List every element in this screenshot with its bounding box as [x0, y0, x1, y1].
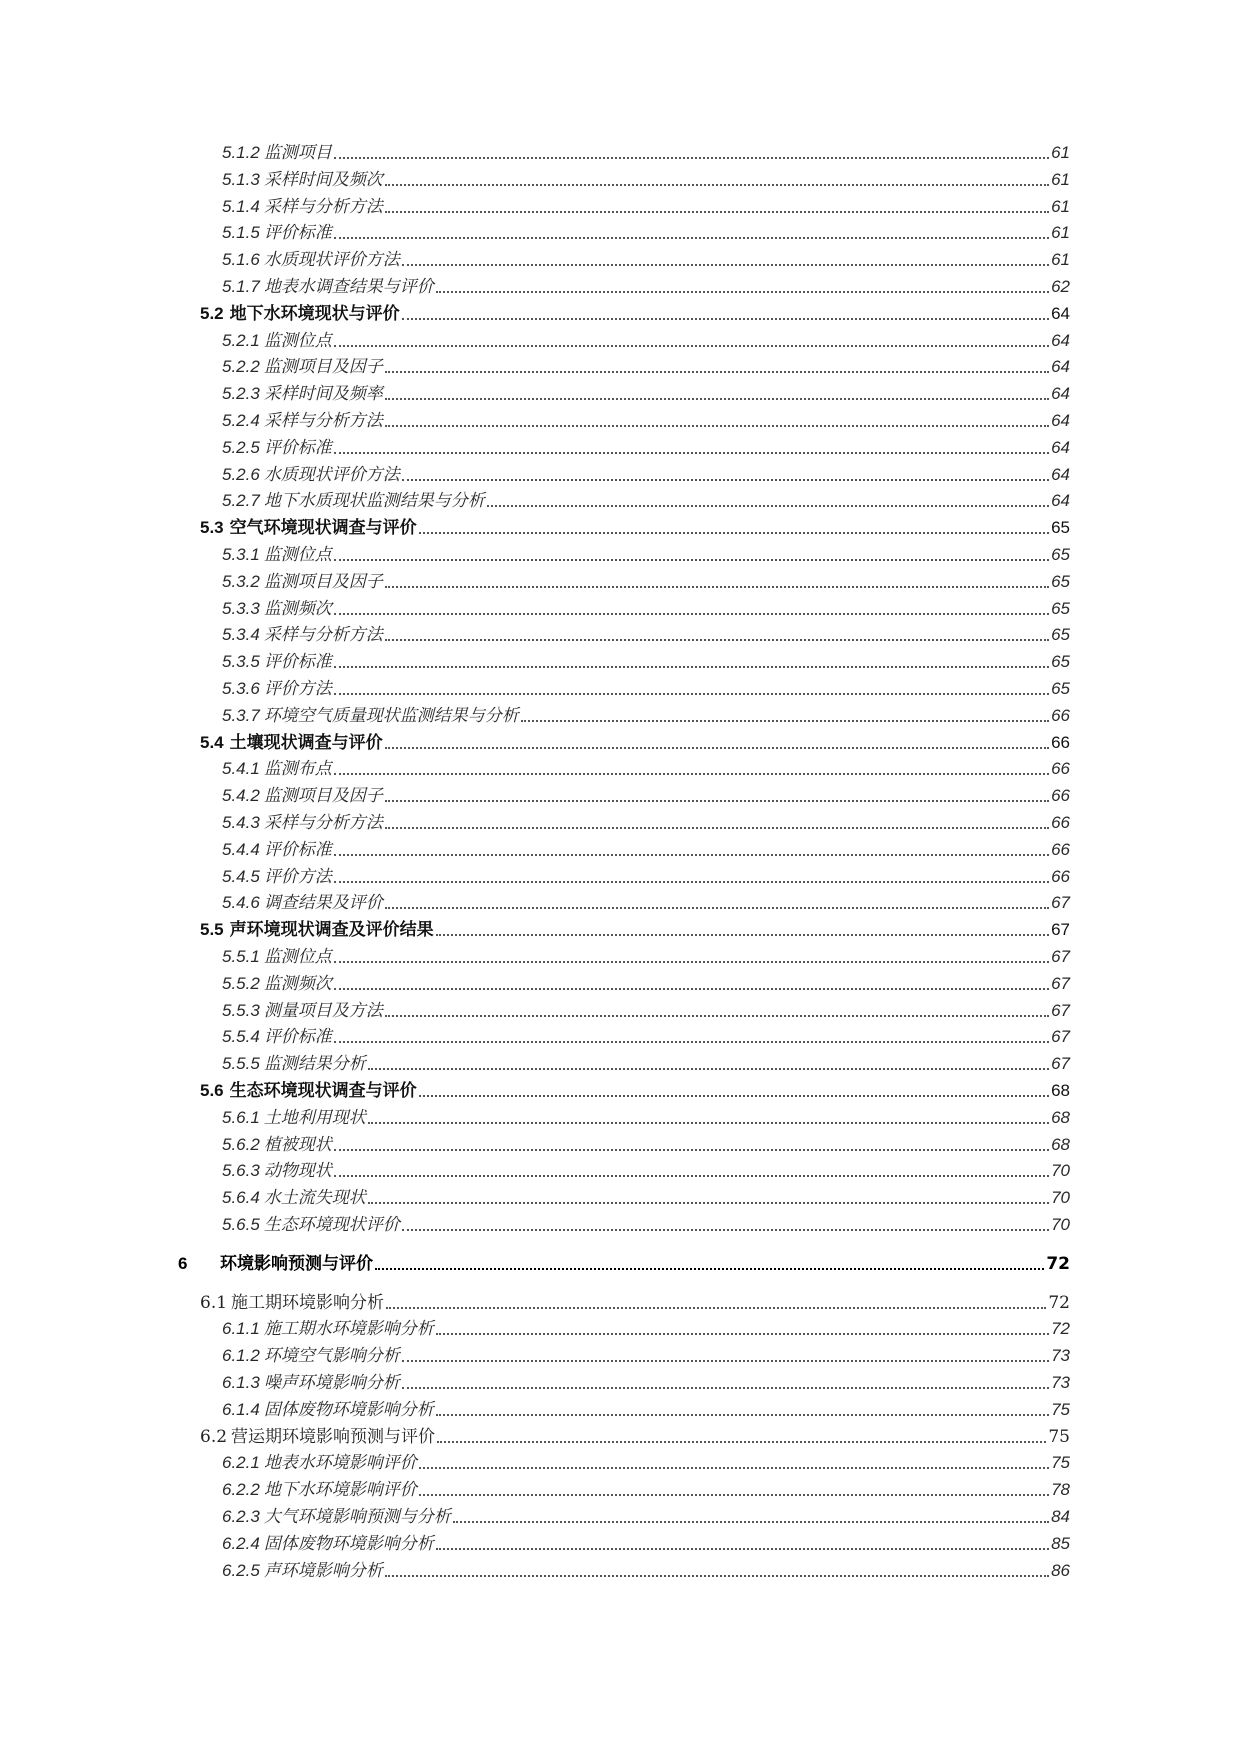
toc-entry-page-number: 67	[1051, 1054, 1070, 1073]
toc-entry-title: 采样与分析方法	[263, 197, 383, 217]
toc-entry[interactable]	[222, 783, 1070, 807]
toc-entry-page-number: 64	[1051, 331, 1070, 350]
toc-entry-page-number: 61	[1051, 170, 1070, 189]
toc-entry-title: 评价标准	[263, 652, 332, 672]
toc-dot-leader	[402, 1229, 1049, 1231]
toc-dot-leader	[385, 371, 1049, 373]
toc-entry-page-number: 65	[1051, 599, 1070, 618]
toc-entry[interactable]	[222, 569, 1070, 593]
toc-entry-number: 5.4	[200, 733, 224, 752]
toc-dot-leader	[521, 720, 1049, 722]
toc-entry[interactable]	[222, 1024, 1070, 1048]
toc-entry-page-number: 67	[1051, 974, 1070, 993]
toc-dot-leader	[437, 1441, 1046, 1443]
toc-entry-number: 5.2.7	[222, 491, 260, 510]
toc-dot-leader	[419, 1095, 1049, 1097]
toc-entry-number: 5.5	[200, 920, 224, 939]
toc-dot-leader	[368, 1068, 1049, 1070]
toc-dot-leader	[334, 666, 1049, 668]
toc-entry-number: 6.2.4	[222, 1534, 260, 1553]
toc-entry-page-number: 66	[1051, 840, 1070, 859]
toc-entry-title: 监测频次	[263, 974, 332, 994]
toc-entry-title: 采样与分析方法	[263, 813, 383, 833]
toc-entry-page-number: 61	[1051, 143, 1070, 162]
toc-entry-number: 5.5.1	[222, 947, 260, 966]
toc-entry-number: 5.2.6	[222, 465, 260, 484]
toc-entry[interactable]	[222, 837, 1070, 861]
toc-entry-title: 地下水环境影响评价	[263, 1480, 417, 1500]
toc-dot-leader	[385, 425, 1049, 427]
toc-entry-number: 5.5.2	[222, 974, 260, 993]
toc-entry[interactable]	[200, 301, 1070, 325]
toc-entry-number: 5.1.2	[222, 143, 260, 162]
toc-dot-leader	[334, 452, 1049, 454]
toc-entry-title: 评价标准	[263, 223, 332, 243]
toc-entry-number: 5.2.2	[222, 357, 260, 376]
toc-dot-leader	[385, 1015, 1049, 1017]
toc-entry-title: 采样时间及频率	[263, 384, 383, 404]
toc-dot-leader	[402, 479, 1049, 481]
toc-entry-number: 5.3	[200, 518, 224, 537]
toc-entry-title: 声环境影响分析	[263, 1561, 383, 1581]
toc-entry-number: 5.2.1	[222, 331, 260, 350]
toc-entry[interactable]	[222, 1504, 1070, 1528]
toc-entry-number: 6	[178, 1254, 188, 1273]
toc-entry-title: 固体废物环境影响分析	[263, 1400, 434, 1420]
toc-entry-title: 土壤现状调查与评价	[229, 733, 383, 753]
toc-entry-title: 环境影响预测与评价	[220, 1254, 373, 1274]
toc-entry-page-number: 66	[1051, 733, 1070, 752]
toc-entry-number: 5.3.1	[222, 545, 260, 564]
toc-dot-leader	[385, 586, 1049, 588]
toc-entry-page-number: 61	[1051, 197, 1070, 216]
toc-dot-leader	[385, 747, 1049, 749]
toc-entry-title: 调查结果及评价	[263, 893, 383, 913]
toc-entry-title: 测量项目及方法	[263, 1001, 383, 1021]
toc-dot-leader	[334, 1175, 1049, 1177]
toc-entry-page-number: 70	[1051, 1215, 1070, 1234]
toc-entry-page-number: 72	[1048, 1293, 1070, 1313]
toc-entry-number: 5.6.1	[222, 1108, 260, 1127]
toc-entry[interactable]	[222, 381, 1070, 405]
toc-entry[interactable]	[222, 649, 1070, 673]
toc-dot-leader	[402, 318, 1049, 320]
toc-entry[interactable]	[200, 1290, 1070, 1314]
toc-entry-title: 动物现状	[263, 1161, 332, 1181]
toc-entry-title: 监测布点	[263, 759, 332, 779]
toc-entry[interactable]	[222, 756, 1070, 780]
toc-entry[interactable]	[200, 730, 1070, 754]
toc-entry-page-number: 61	[1051, 223, 1070, 242]
toc-entry[interactable]	[222, 354, 1070, 378]
toc-entry[interactable]	[222, 408, 1070, 432]
toc-entry[interactable]	[222, 864, 1070, 888]
toc-entry-page-number: 65	[1051, 545, 1070, 564]
toc-entry-number: 6.2.3	[222, 1507, 260, 1526]
toc-entry-page-number: 66	[1051, 813, 1070, 832]
toc-entry-number: 5.2.3	[222, 384, 260, 403]
toc-entry[interactable]	[222, 1450, 1070, 1474]
toc-entry-page-number: 67	[1051, 1001, 1070, 1020]
toc-entry-number: 5.3.4	[222, 625, 260, 644]
toc-entry[interactable]	[222, 1212, 1070, 1236]
toc-entry-title: 声环境现状调查及评价结果	[229, 920, 434, 940]
toc-entry-page-number: 64	[1051, 411, 1070, 430]
toc-entry[interactable]	[222, 622, 1070, 646]
toc-entry-number: 6.1.4	[222, 1400, 260, 1419]
toc-entry-number: 5.6.2	[222, 1135, 260, 1154]
toc-entry-number: 6.1.1	[222, 1319, 260, 1338]
toc-entry-page-number: 67	[1051, 947, 1070, 966]
toc-entry[interactable]	[222, 810, 1070, 834]
toc-entry-title: 施工期水环境影响分析	[263, 1319, 434, 1339]
toc-dot-leader	[334, 773, 1049, 775]
toc-entry-page-number: 64	[1051, 465, 1070, 484]
toc-entry-title: 监测结果分析	[263, 1054, 366, 1074]
toc-entry[interactable]	[222, 247, 1070, 271]
toc-entry[interactable]	[222, 944, 1070, 968]
toc-entry[interactable]	[222, 1158, 1070, 1182]
toc-entry-number: 5.6.5	[222, 1215, 260, 1234]
toc-dot-leader	[402, 264, 1049, 266]
toc-entry-page-number: 75	[1051, 1400, 1070, 1419]
toc-entry[interactable]	[222, 1558, 1070, 1582]
toc-entry-page-number: 70	[1051, 1161, 1070, 1180]
toc-entry[interactable]	[222, 1397, 1070, 1421]
toc-entry-number: 5.2	[200, 304, 224, 323]
toc-entry-title: 采样与分析方法	[263, 625, 383, 645]
toc-dot-leader	[334, 345, 1049, 347]
toc-dot-leader	[402, 1360, 1049, 1362]
toc-dot-leader	[334, 961, 1049, 963]
toc-entry-number: 5.4.3	[222, 813, 260, 832]
toc-entry-page-number: 62	[1051, 277, 1070, 296]
toc-entry[interactable]	[178, 1251, 1070, 1275]
toc-entry[interactable]	[222, 462, 1070, 486]
toc-dot-leader	[334, 559, 1049, 561]
toc-entry-number: 5.3.5	[222, 652, 260, 671]
toc-entry[interactable]	[222, 971, 1070, 995]
toc-entry-title: 评价标准	[263, 1027, 332, 1047]
toc-entry-page-number: 85	[1051, 1534, 1070, 1553]
toc-dot-leader	[436, 1414, 1049, 1416]
toc-dot-leader	[334, 613, 1049, 615]
toc-entry-number: 5.4.2	[222, 786, 260, 805]
toc-entry-page-number: 64	[1051, 304, 1070, 323]
toc-entry-number: 6.2.2	[222, 1480, 260, 1499]
toc-entry[interactable]	[222, 1370, 1070, 1394]
toc-entry[interactable]	[200, 1078, 1070, 1102]
toc-entry-number: 5.4.1	[222, 759, 260, 778]
toc-entry-page-number: 65	[1051, 652, 1070, 671]
toc-entry-number: 5.1.3	[222, 170, 260, 189]
toc-entry-page-number: 65	[1051, 679, 1070, 698]
toc-entry-number: 5.3.3	[222, 599, 260, 618]
toc-entry-title: 生态环境现状调查与评价	[229, 1081, 417, 1101]
toc-entry-page-number: 65	[1051, 572, 1070, 591]
toc-entry-title: 监测项目及因子	[263, 786, 383, 806]
toc-entry-number: 5.4.4	[222, 840, 260, 859]
toc-entry-title: 评价标准	[263, 840, 332, 860]
toc-dot-leader	[385, 398, 1049, 400]
toc-entry-page-number: 61	[1051, 250, 1070, 269]
toc-entry[interactable]	[222, 542, 1070, 566]
toc-entry-title: 环境空气影响分析	[263, 1346, 400, 1366]
toc-entry-number: 6.2.1	[222, 1453, 260, 1472]
toc-entry[interactable]	[222, 1531, 1070, 1555]
toc-entry[interactable]	[222, 220, 1070, 244]
toc-entry-title: 评价方法	[263, 867, 332, 887]
toc-dot-leader	[334, 988, 1049, 990]
toc-entry-title: 生态环境现状评价	[263, 1215, 400, 1235]
toc-entry-number: 5.1.6	[222, 250, 260, 269]
toc-entry-title: 环境空气质量现状监测结果与分析	[263, 706, 519, 726]
toc-dot-leader	[334, 157, 1049, 159]
toc-entry-page-number: 66	[1051, 759, 1070, 778]
toc-entry-title: 监测位点	[263, 947, 332, 967]
toc-entry[interactable]	[222, 194, 1070, 218]
toc-entry-page-number: 72	[1051, 1319, 1070, 1338]
toc-entry[interactable]	[222, 328, 1070, 352]
toc-entry-title: 评价方法	[263, 679, 332, 699]
toc-entry-page-number: 75	[1051, 1453, 1070, 1472]
toc-entry-page-number: 73	[1051, 1346, 1070, 1365]
toc-dot-leader	[385, 1575, 1049, 1577]
toc-entry[interactable]	[222, 1132, 1070, 1156]
toc-entry-number: 6.1.2	[222, 1346, 260, 1365]
toc-dot-leader	[436, 934, 1049, 936]
toc-entry-title: 采样与分析方法	[263, 411, 383, 431]
toc-entry[interactable]	[222, 596, 1070, 620]
toc-entry-number: 5.5.3	[222, 1001, 260, 1020]
toc-entry-title: 空气环境现状调查与评价	[229, 518, 417, 538]
toc-entry-number: 5.6	[200, 1081, 224, 1100]
toc-entry[interactable]	[200, 1424, 1070, 1448]
toc-entry-title: 固体废物环境影响分析	[263, 1534, 434, 1554]
toc-entry-number: 5.2.5	[222, 438, 260, 457]
toc-entry-number: 6.2	[200, 1427, 228, 1447]
toc-dot-leader	[334, 1041, 1049, 1043]
toc-entry-number: 6.1	[200, 1293, 228, 1313]
toc-entry-title: 监测项目	[263, 143, 332, 163]
toc-entry-title: 监测项目及因子	[263, 357, 383, 377]
toc-entry[interactable]	[222, 1477, 1070, 1501]
toc-entry-page-number: 75	[1048, 1427, 1070, 1447]
toc-entry[interactable]	[222, 1316, 1070, 1340]
toc-dot-leader	[334, 881, 1049, 883]
toc-dot-leader	[334, 237, 1049, 239]
toc-entry-title: 营运期环境影响预测与评价	[231, 1427, 436, 1447]
toc-dot-leader	[419, 1467, 1049, 1469]
toc-entry[interactable]	[222, 140, 1070, 164]
toc-entry-page-number: 67	[1051, 920, 1070, 939]
toc-entry[interactable]	[222, 998, 1070, 1022]
toc-entry[interactable]	[222, 488, 1070, 512]
toc-entry[interactable]	[222, 890, 1070, 914]
toc-entry[interactable]	[222, 1051, 1070, 1075]
toc-dot-leader	[334, 693, 1049, 695]
toc-entry[interactable]	[222, 435, 1070, 459]
toc-entry-number: 5.2.4	[222, 411, 260, 430]
toc-entry-title: 采样时间及频次	[263, 170, 383, 190]
toc-entry[interactable]	[222, 1343, 1070, 1367]
toc-entry[interactable]	[222, 167, 1070, 191]
toc-entry-number: 5.1.7	[222, 277, 260, 296]
toc-entry-title: 地下水质现状监测结果与分析	[263, 491, 485, 511]
toc-dot-leader	[385, 800, 1049, 802]
toc-dot-leader	[375, 1268, 1044, 1270]
toc-entry-number: 5.1.4	[222, 197, 260, 216]
toc-entry-page-number: 84	[1051, 1507, 1070, 1526]
toc-entry-page-number: 66	[1051, 706, 1070, 725]
toc-entry-page-number: 78	[1051, 1480, 1070, 1499]
toc-dot-leader	[419, 532, 1049, 534]
toc-entry-number: 5.3.2	[222, 572, 260, 591]
toc-entry-number: 6.2.5	[222, 1561, 260, 1580]
toc-dot-leader	[334, 854, 1049, 856]
toc-dot-leader	[385, 907, 1049, 909]
toc-entry-title: 评价标准	[263, 438, 332, 458]
toc-entry-page-number: 65	[1051, 625, 1070, 644]
toc-dot-leader	[385, 211, 1049, 213]
toc-entry-page-number: 67	[1051, 1027, 1070, 1046]
toc-dot-leader	[385, 827, 1049, 829]
toc-entry-title: 土地利用现状	[263, 1108, 366, 1128]
toc-entry-number: 5.5.4	[222, 1027, 260, 1046]
toc-entry-page-number: 67	[1051, 893, 1070, 912]
toc-dot-leader	[368, 1202, 1049, 1204]
toc-dot-leader	[453, 1521, 1049, 1523]
toc-entry-page-number: 73	[1051, 1373, 1070, 1392]
toc-dot-leader	[368, 1122, 1049, 1124]
toc-entry[interactable]	[222, 703, 1070, 727]
toc-entry-number: 5.1.5	[222, 223, 260, 242]
toc-entry-page-number: 64	[1051, 438, 1070, 457]
toc-entry-page-number: 64	[1051, 384, 1070, 403]
toc-dot-leader	[402, 1387, 1049, 1389]
toc-entry-title: 噪声环境影响分析	[263, 1373, 400, 1393]
toc-dot-leader	[436, 1333, 1049, 1335]
toc-entry-page-number: 70	[1051, 1188, 1070, 1207]
toc-entry-title: 大气环境影响预测与分析	[263, 1507, 451, 1527]
toc-entry-number: 5.4.5	[222, 867, 260, 886]
toc-entry-page-number: 66	[1051, 867, 1070, 886]
toc-entry-number: 5.4.6	[222, 893, 260, 912]
toc-dot-leader	[436, 1548, 1049, 1550]
toc-entry[interactable]	[222, 1105, 1070, 1129]
toc-dot-leader	[385, 184, 1049, 186]
toc-entry-title: 地下水环境现状与评价	[229, 304, 400, 324]
toc-entry-number: 5.6.3	[222, 1161, 260, 1180]
toc-entry[interactable]	[200, 515, 1070, 539]
toc-entry-page-number: 68	[1051, 1081, 1070, 1100]
toc-entry[interactable]	[222, 676, 1070, 700]
toc-entry-title: 水质现状评价方法	[263, 250, 400, 270]
toc-entry[interactable]	[222, 274, 1070, 298]
toc-entry[interactable]	[200, 917, 1070, 941]
toc-entry-page-number: 72	[1046, 1254, 1070, 1274]
toc-entry-title: 监测频次	[263, 599, 332, 619]
toc-dot-leader	[487, 505, 1049, 507]
toc-entry-title: 地表水调查结果与评价	[263, 277, 434, 297]
toc-entry-page-number: 68	[1051, 1108, 1070, 1127]
toc-entry[interactable]	[222, 1185, 1070, 1209]
toc-dot-leader	[334, 1149, 1049, 1151]
toc-entry-number: 5.3.7	[222, 706, 260, 725]
toc-dot-leader	[436, 291, 1049, 293]
toc-entry-page-number: 65	[1051, 518, 1070, 537]
toc-entry-page-number: 64	[1051, 491, 1070, 510]
toc-entry-page-number: 68	[1051, 1135, 1070, 1154]
toc-entry-number: 6.1.3	[222, 1373, 260, 1392]
toc-dot-leader	[385, 639, 1049, 641]
toc-dot-leader	[386, 1307, 1046, 1309]
toc-entry-title: 水土流失现状	[263, 1188, 366, 1208]
toc-entry-title: 监测位点	[263, 331, 332, 351]
toc-entry-page-number: 86	[1051, 1561, 1070, 1580]
toc-entry-page-number: 66	[1051, 786, 1070, 805]
toc-entry-title: 植被现状	[263, 1135, 332, 1155]
toc-entry-title: 水质现状评价方法	[263, 465, 400, 485]
toc-entry-number: 5.6.4	[222, 1188, 260, 1207]
toc-entry-title: 监测位点	[263, 545, 332, 565]
toc-dot-leader	[419, 1494, 1049, 1496]
toc-entry-title: 地表水环境影响评价	[263, 1453, 417, 1473]
toc-entry-title: 施工期环境影响分析	[231, 1293, 385, 1313]
toc-entry-page-number: 64	[1051, 357, 1070, 376]
toc-entry-title: 监测项目及因子	[263, 572, 383, 592]
toc-entry-number: 5.3.6	[222, 679, 260, 698]
toc-entry-number: 5.5.5	[222, 1054, 260, 1073]
